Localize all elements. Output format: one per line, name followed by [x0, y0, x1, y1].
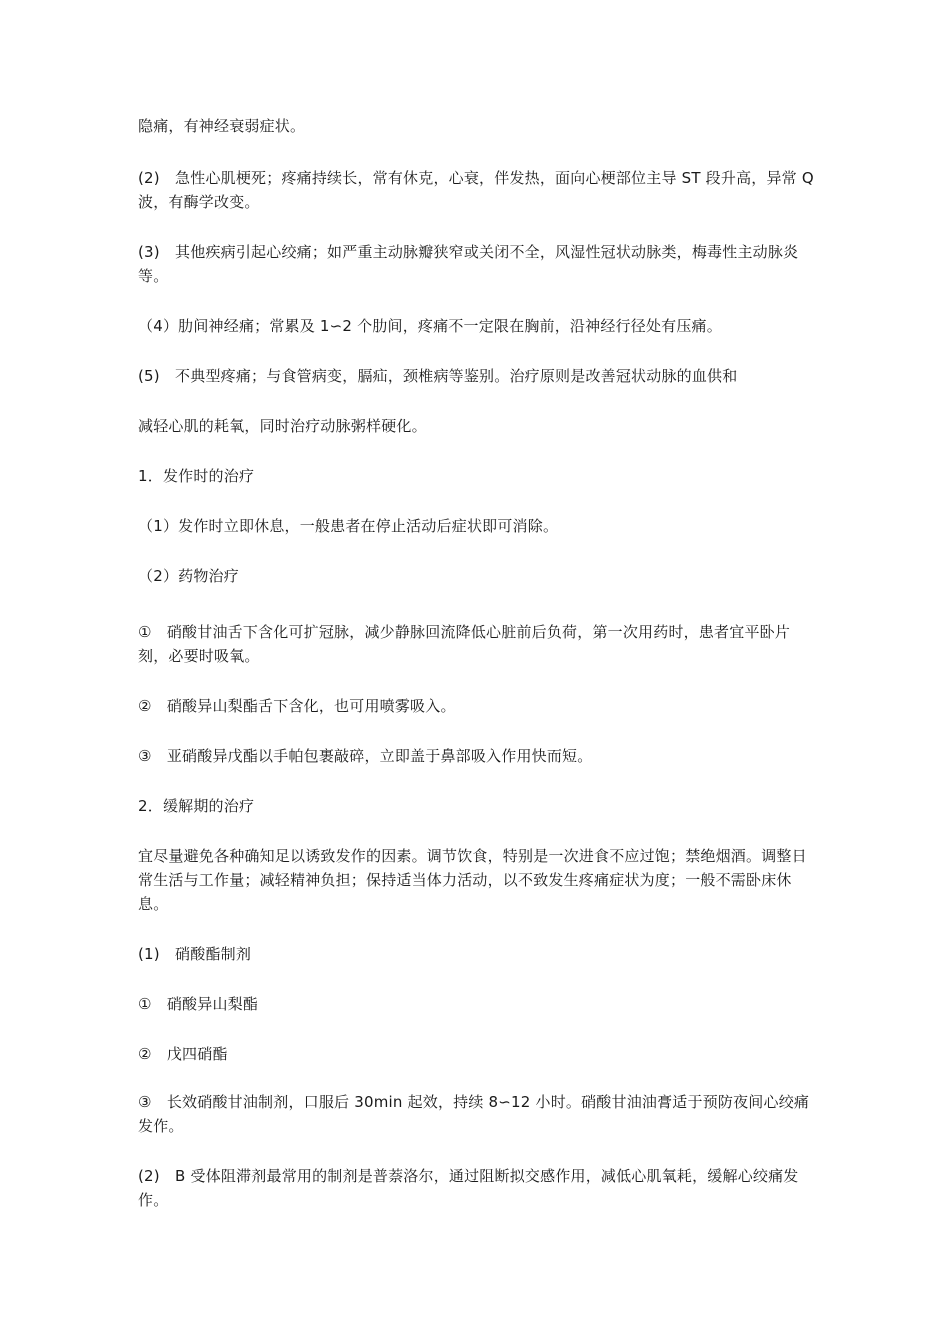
list-item-amyl-nitrite: ③ 亚硝酸异戊酯以手帕包裹敲碎，立即盖于鼻部吸入作用快而短。 — [138, 747, 593, 765]
paragraph-rest: （1）发作时立即休息，一般患者在停止活动后症状即可消除。 — [138, 517, 559, 535]
paragraph-continuation: 隐痛，有神经衰弱症状。 — [138, 117, 306, 135]
list-item-isosorbide-dinitrate: ① 硝酸异山梨酯 — [138, 995, 259, 1013]
list-item-isosorbide: ② 硝酸异山梨酯舌下含化，也可用喷雾吸入。 — [138, 697, 456, 715]
paragraph-treatment-principle: 减轻心肌的耗氧，同时治疗动脉粥样硬化。 — [138, 417, 427, 435]
heading-remission-treatment: 2．缓解期的治疗 — [138, 797, 255, 815]
paragraph-item-3-other: (3) 其他疾病引起心绞痛；如严重主动脉瓣狭窄或关闭不全，风湿性冠状动脉类，梅毒性主动脉炎等。 — [138, 243, 799, 285]
paragraph-item-4-intercostal: （4）肋间神经痛；常累及 1∽2 个肋间，疼痛不一定限在胸前，沿神经行径处有压痛。 — [138, 317, 722, 335]
list-item-long-acting-nitroglycerin: ③ 长效硝酸甘油制剂，口服后 30min 起效，持续 8∽12 小时。硝酸甘油油膏适于预防夜间心绞痛发作。 — [138, 1093, 810, 1135]
subheading-beta-blockers: (2) Β 受体阻滞剂最常用的制剂是普萘洛尔，通过阻断拟交感作用，减低心肌氧耗，缓解心绞痛发作。 — [138, 1167, 799, 1209]
paragraph-lifestyle: 宜尽量避免各种确知足以诱致发作的因素。调节饮食，特别是一次进食不应过饱；禁绝烟酒。调整日常生活与工作量；减轻精神负担；保持适当体力活动，以不致发生疼痛症状为度；一般不需卧床休息。 — [138, 847, 807, 913]
paragraph-item-5-atypical: (5) 不典型疼痛；与食管病变，膈疝，颈椎病等鉴别。治疗原则是改善冠状动脉的血供和 — [138, 367, 738, 385]
paragraph-item-2-mi: (2) 急性心肌梗死；疼痛持续长，常有休克，心衰，伴发热，面向心梗部位主导 ST 段升高，异常 Q 波，有酶学改变。 — [138, 169, 814, 211]
subheading-drug-treatment: （2）药物治疗 — [138, 567, 239, 585]
list-item-nitroglycerin: ① 硝酸甘油舌下含化可扩冠脉，减少静脉回流降低心脏前后负荷，第一次用药时，患者宜平卧片刻，必要时吸氧。 — [138, 623, 791, 665]
list-item-pentaerythritol: ② 戊四硝酯 — [138, 1045, 228, 1063]
subheading-nitrates: (1) 硝酸酯制剂 — [138, 945, 252, 963]
heading-acute-treatment: 1．发作时的治疗 — [138, 467, 255, 485]
